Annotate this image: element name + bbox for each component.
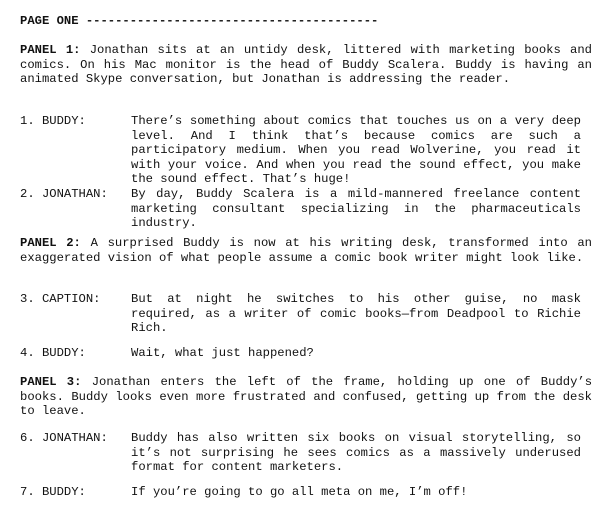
panel-text: A surprised Buddy is now at his writing desk, transformed into an exaggerated vision of what people assume a comic book writer might look like. [20,236,592,265]
speaker-label: 4. BUDDY: [20,346,86,360]
dialogue-text: By day, Buddy Scalera is a mild-mannered freelance content marketing consultant specializing in the pharmaceuticals industry. [131,187,581,231]
page-heading: PAGE ONE ---------------------------------------- [20,14,379,28]
dialogue-text: If you’re going to go all meta on me, I’m off! [131,485,468,499]
panel-label: PANEL 3: [20,375,82,389]
dialogue-text: Wait, what just happened? [131,346,314,360]
panel-3-description [20,375,592,419]
speaker-label: 1. BUDDY: [20,114,86,128]
speaker-label: 7. BUDDY: [20,485,86,499]
panel-text: Jonathan enters the left of the frame, holding up one of Buddy’s books. Buddy looks even more frustrated and confused, getting up from the desk to leave. [20,375,593,419]
speaker-label: 6. JONATHAN: [20,431,108,445]
dialogue-text: Buddy has also written six books on visual storytelling, so it’s not surprising he sees comics as a massively underused format for content marketers. [131,431,581,475]
panel-2-description [20,236,592,265]
panel-text: Jonathan sits at an untidy desk, littered with marketing books and comics. On his Mac monitor is the head of Buddy Scalera. Buddy is having an animated Skype conversation, but Jonathan is addressing the reader. [20,43,592,87]
dialogue-text: But at night he switches to his other guise, no mask required, as a writer of comic books—from Deadpool to Richie Rich. [131,292,581,336]
dialogue-text: There’s something about comics that touches us on a very deep level. And I think that’s because comics are such a participatory medium. When you read Wolverine, you read it with your voice. And when you read the sound effect, you make the sound effect. That’s huge! [131,114,581,187]
panel-label: PANEL 2: [20,236,81,250]
speaker-label: 3. CAPTION: [20,292,101,306]
panel-1-description [20,43,592,87]
speaker-label: 2. JONATHAN: [20,187,108,201]
panel-label: PANEL 1: [20,43,81,57]
